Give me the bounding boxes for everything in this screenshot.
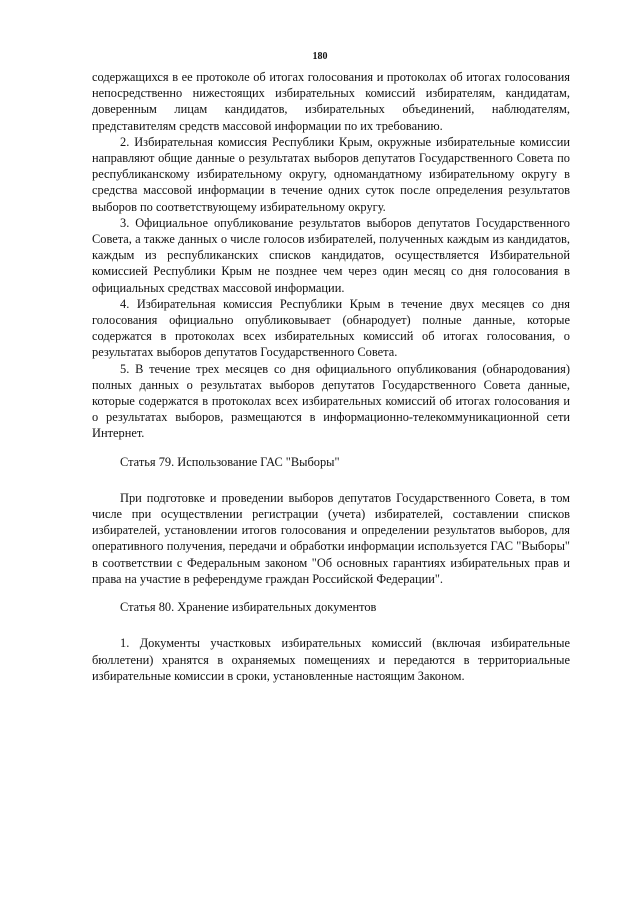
- page-number: 180: [312, 51, 328, 62]
- paragraph-item-3: 3. Официальное опубликование результатов выборов депутатов Государственного Совета, а также данных о числе голосов избирателей, полученных каждым из кандидатов, каждым из республиканских списков кандидатов, осуществляется Избирательной комиссией Республики Крым не позднее чем через один месяц со дня голосования в официальных средствах массовой информации.: [92, 215, 570, 295]
- document-body: [92, 69, 570, 684]
- paragraph-item-2: 2. Избирательная комиссия Республики Крым, окружные избирательные комиссии направляют общие данные о результатах выборов депутатов Государственного Совета по республиканскому избирательному округу, одномандатному избирательному округу в средства массовой информации в течение одних суток после определения результатов выборов по соответствующему избирательному округу.: [92, 134, 570, 214]
- article-80-item-1: 1. Документы участковых избирательных комиссий (включая избирательные бюллетени) хранятся в охраняемых помещениях и передаются в территориальные избирательные комиссии в сроки, установленные настоящим Законом.: [92, 636, 570, 683]
- article-80-heading: Статья 80. Хранение избирательных документов: [120, 600, 377, 615]
- paragraph-item-4: 4. Избирательная комиссия Республики Крым в течение двух месяцев со дня голосования официально опубликовывает (обнародует) полные данные, которые содержатся в протоколах всех избирательных комиссий об итогах голосования, о результатах выборов депутатов Государственного Совета.: [92, 296, 570, 360]
- article-79-heading: Статья 79. Использование ГАС "Выборы": [120, 454, 340, 469]
- paragraph-item-5: 5. В течение трех месяцев со дня официального опубликования (обнародования) полных данных о результатах выборов депутатов Государственного Совета данные, которые содержатся в протоколах всех избирательных комиссий об итогах голосования и о результатах выборов, размещаются в информационно-телекоммуникационной сети Интернет.: [92, 361, 570, 441]
- article-79-text: При подготовке и проведении выборов депутатов Государственного Совета, в том числе при осуществлении регистрации (учета) избирателей, составлении списков избирателей, установлении итогов голосования и определении результатов выборов, для оперативного получения, передачи и обработки информации используется ГАС "Выборы" в соответствии с Федеральным законом "Об основных гарантиях избирательных прав и права на участие в референдуме граждан Российской Федерации".: [92, 490, 570, 586]
- paragraph-continuation: содержащихся в ее протоколе об итогах голосования и протоколах об итогах голосования непосредственно нижестоящих избирательных комиссий избирателям, кандидатам, доверенным лицам кандидатов, избирательных объединений, наблюдателям, представителям средств массовой информации по их требованию.: [92, 70, 570, 133]
